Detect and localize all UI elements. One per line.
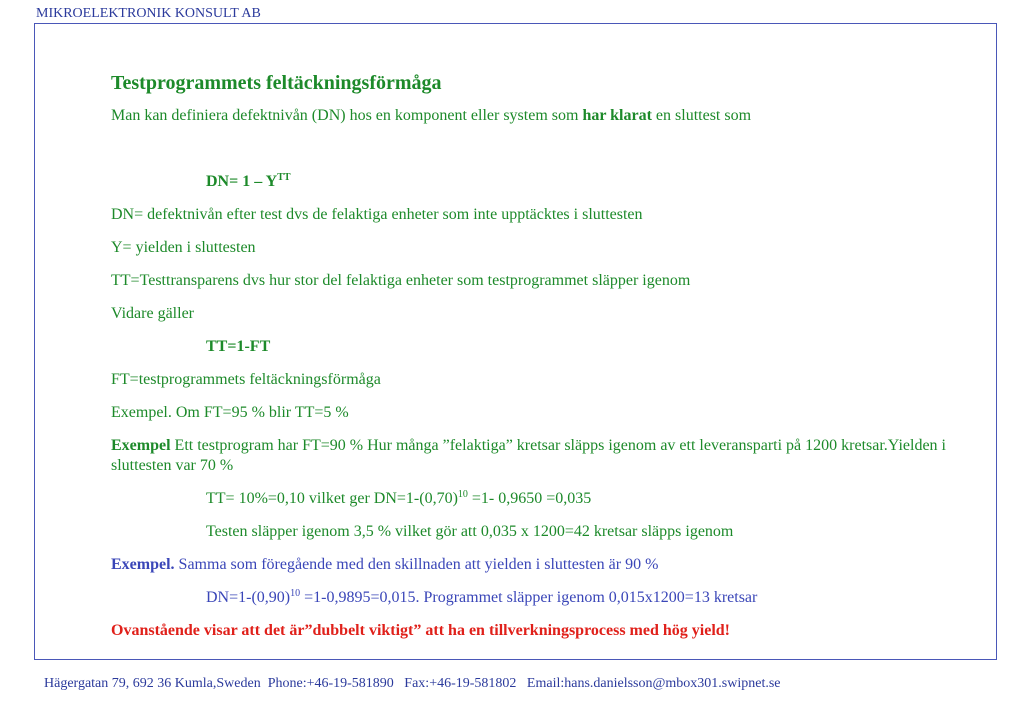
intro-text-post: en sluttest som — [651, 107, 752, 124]
formula-dn — [111, 172, 971, 192]
intro-text-pre: Man kan definiera defektnivån (DN) hos en komponent eller system som — [111, 107, 583, 124]
definition-dn: DN= defektnivån efter test dvs de felaktiga enheter som inte upptäcktes i sluttesten — [111, 206, 643, 223]
example-2-calc-pre: TT= 10%=0,10 vilket ger DN=1-(0,70) — [206, 490, 458, 507]
definition-y: Y= yielden i sluttesten — [111, 239, 256, 256]
example-2-label: Exempel — [111, 437, 171, 454]
example-3-label: Exempel. — [111, 556, 175, 573]
example-3-calc-post: =1-0,9895=0,015. Programmet släpper igenom 0,015x1200=13 kretsar — [300, 589, 758, 606]
formula-dn-exponent: TT — [277, 172, 291, 183]
definition-ft: FT=testprogrammets feltäckningsförmåga — [111, 371, 381, 388]
vidare-text: Vidare gäller — [111, 305, 194, 322]
example-1: Exempel. Om FT=95 % blir TT=5 % — [111, 404, 349, 421]
intro-text-bold: har klarat — [582, 107, 652, 124]
example-2-text: Ett testprogram har FT=90 % Hur många ”felaktiga” kretsar släpps igenom av ett leveransparti på 1200 kretsar.Yielden i sluttesten var 70 % — [111, 437, 946, 474]
formula-tt: TT=1-FT — [206, 338, 271, 355]
definition-tt: TT=Testtransparens dvs hur stor del felaktiga enheter som testprogrammet släpper igenom — [111, 272, 691, 289]
example-3-calculation — [111, 588, 971, 608]
footer-contact: Hägergatan 79, 692 36 Kumla,Sweden Phone:+46-19-581890 Fax:+46-19-581802 Email:hans.danielsson@mbox301.swipnet.se — [44, 676, 781, 691]
example-2-result: Testen släpper igenom 3,5 % vilket gör att 0,035 x 1200=42 kretsar släpps igenom — [206, 523, 734, 540]
example-2 — [111, 436, 971, 476]
conclusion: Ovanstående visar att det är”dubbelt viktigt” att ha en tillverkningsprocess med hög yield! — [111, 622, 730, 639]
slide-title: Testprogrammets feltäckningsförmåga — [111, 72, 442, 94]
formula-dn-base: DN= 1 – Y — [206, 173, 278, 190]
example-2-calculation — [111, 489, 971, 509]
company-name: MIKROELEKTRONIK KONSULT AB — [36, 6, 261, 21]
example-3-text: Samma som föregående med den skillnaden att yielden i sluttesten är 90 % — [174, 556, 659, 573]
example-3-calc-pre: DN=1-(0,90) — [206, 589, 291, 606]
intro-paragraph — [111, 106, 971, 126]
slide-content — [111, 70, 971, 654]
example-3 — [111, 555, 971, 575]
example-2-calc-exponent: 10 — [457, 489, 468, 500]
example-3-calc-exponent: 10 — [290, 588, 301, 599]
example-2-calc-post: =1- 0,9650 =0,035 — [467, 490, 592, 507]
